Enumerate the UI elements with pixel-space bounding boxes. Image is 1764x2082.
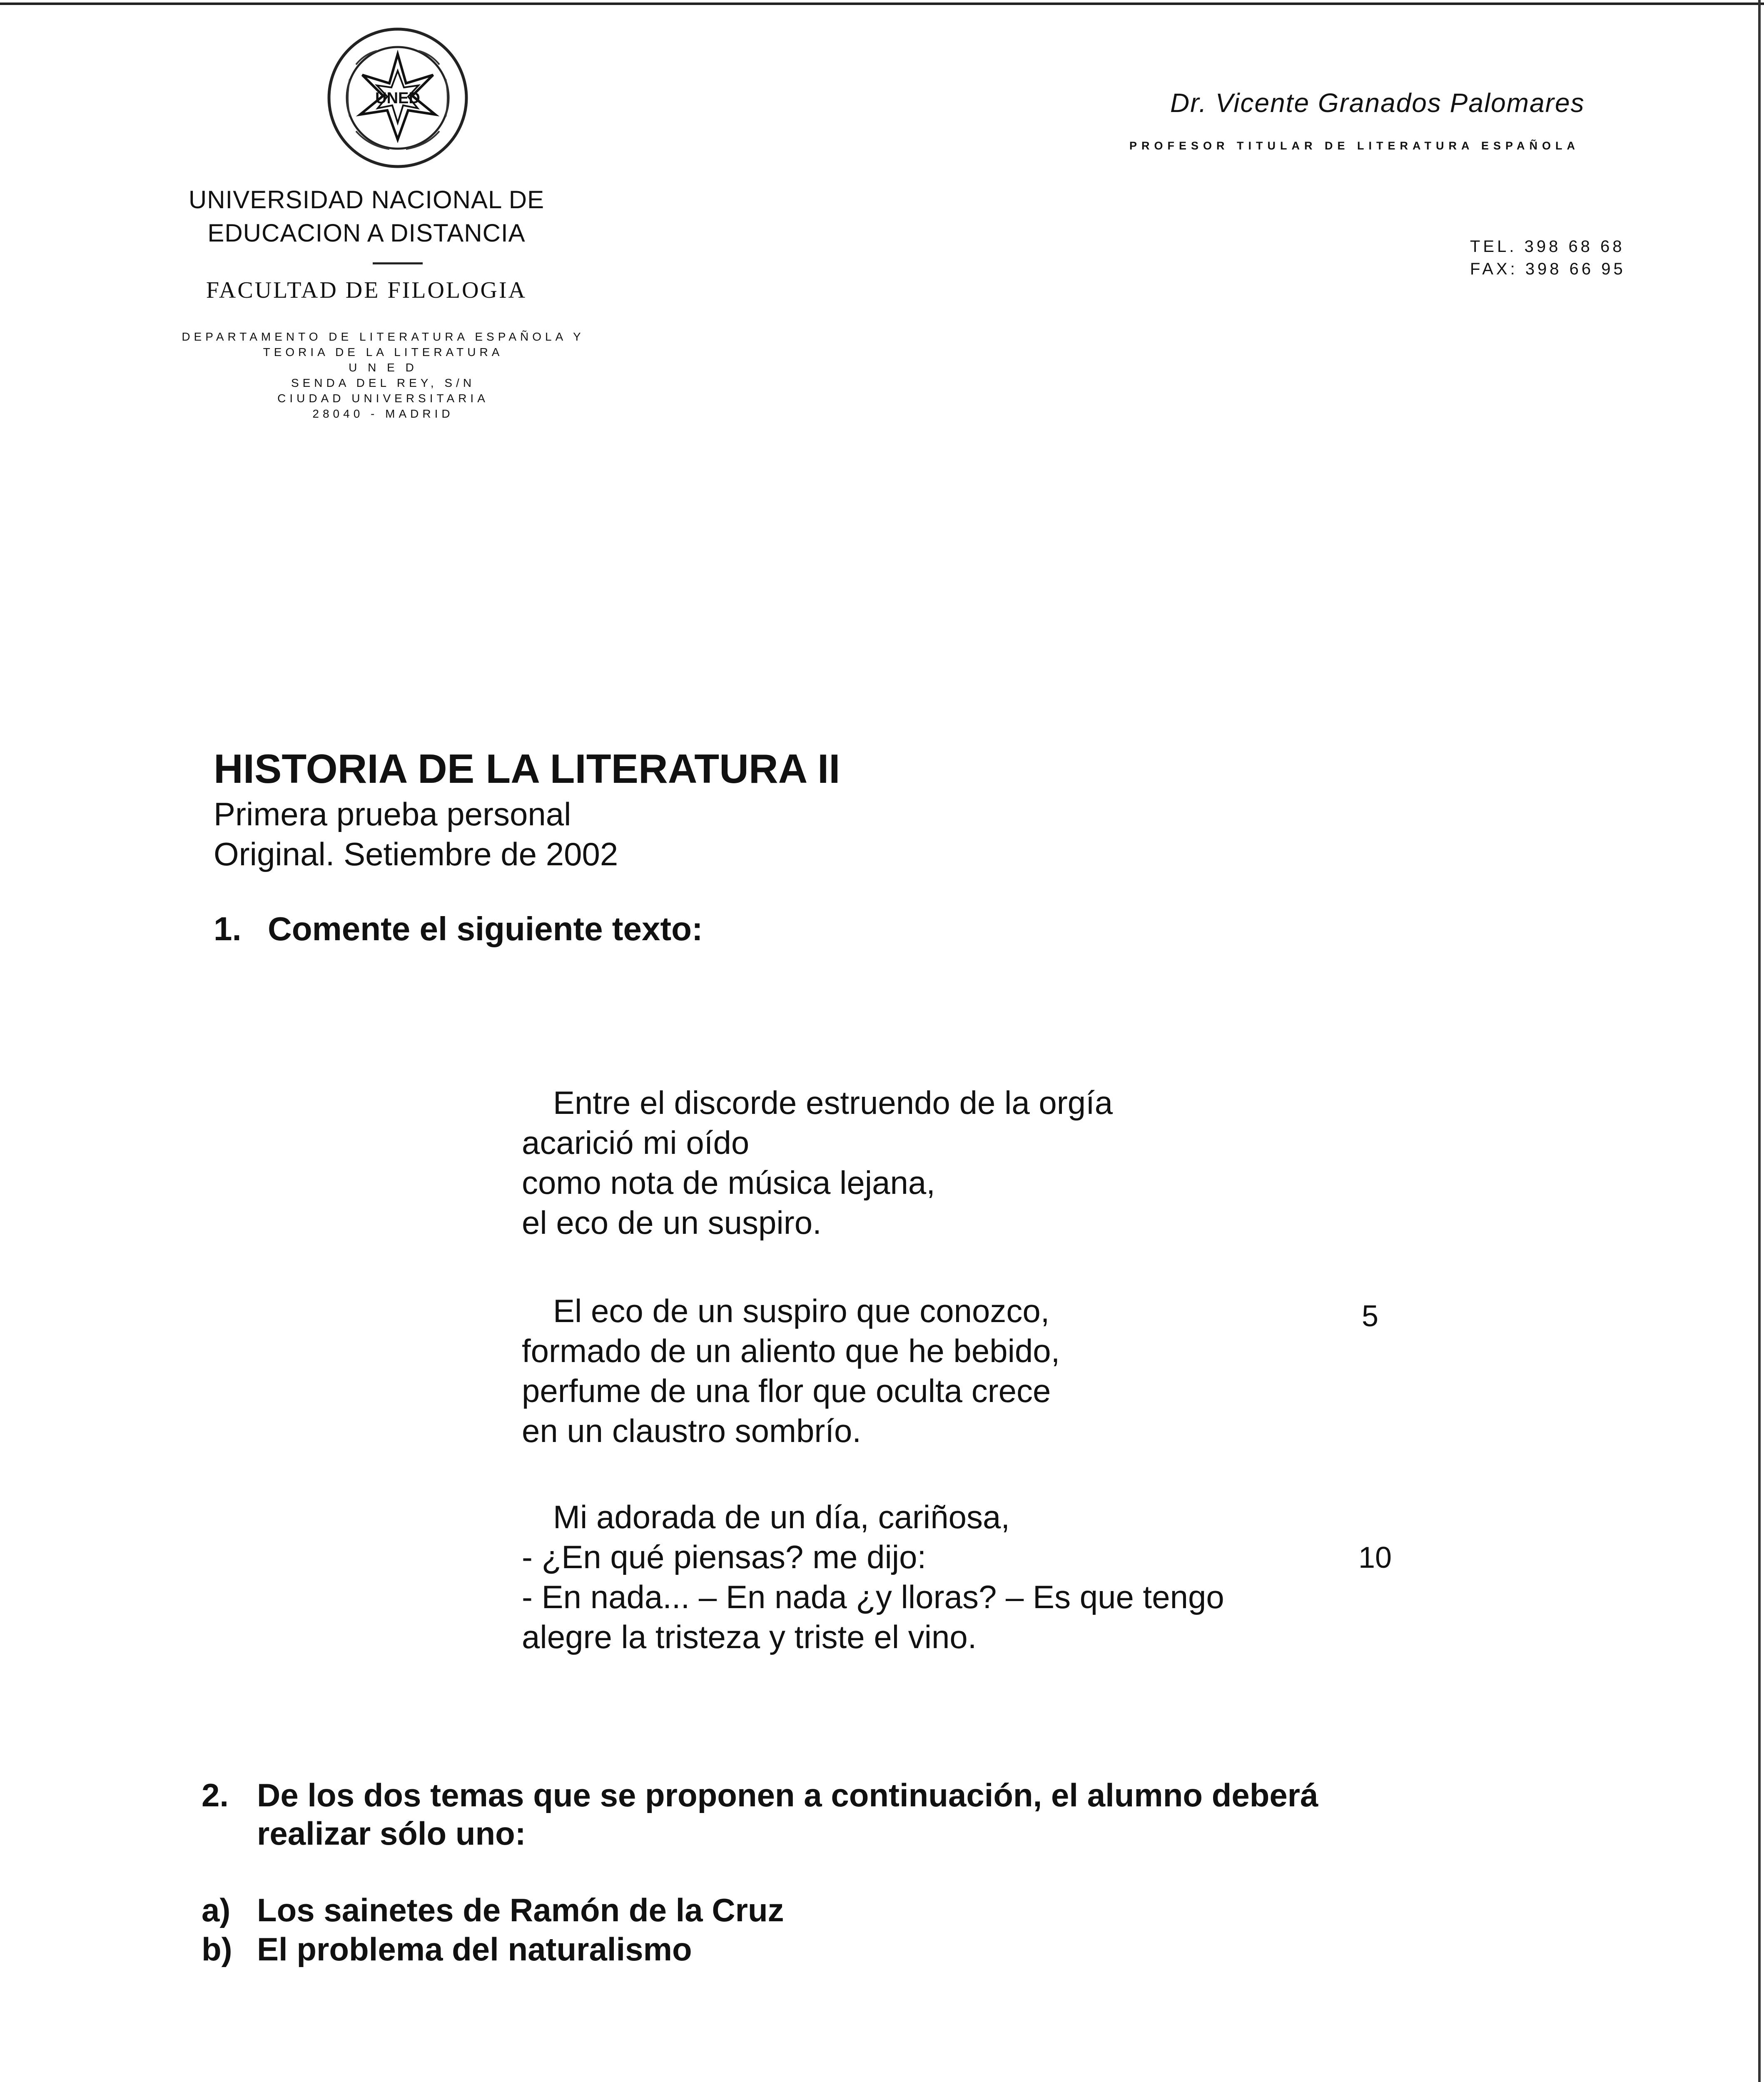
question-2-options	[202, 1890, 784, 1969]
exam-subtitle-block	[214, 794, 618, 874]
university-seal-icon	[306, 25, 489, 171]
question-text: realizar sólo uno:	[257, 1815, 526, 1852]
university-name-line: EDUCACION A DISTANCIA	[207, 219, 526, 247]
poem-line: alegre la tristeza y triste el vino.	[522, 1619, 977, 1655]
poem-line: Entre el discorde estruendo de la orgía	[553, 1084, 1113, 1121]
department-line: U N E D	[349, 361, 418, 374]
scan-border-top	[0, 2, 1764, 5]
poem-line: acarició mi oído	[522, 1124, 750, 1161]
poem-line: formado de un aliento que he bebido,	[522, 1332, 1060, 1369]
option-letter: a)	[202, 1892, 231, 1928]
poem-stanza-1	[522, 1083, 1113, 1243]
department-line: 28040 - MADRID	[312, 407, 454, 420]
department-line: TEORIA DE LA LITERATURA	[263, 346, 503, 359]
option-letter: b)	[202, 1931, 232, 1967]
option-text: El problema del naturalismo	[257, 1931, 692, 1967]
poem-line-number: 5	[1362, 1300, 1379, 1333]
poem-line: en un claustro sombrío.	[522, 1412, 862, 1449]
poem-stanza-2	[522, 1291, 1060, 1451]
question-number: 2.	[202, 1777, 229, 1813]
poem-line: - En nada... – En nada ¿y lloras? – Es que tengo	[522, 1579, 1224, 1615]
phone-number: TEL. 398 68 68	[1470, 237, 1625, 256]
question-number: 1.	[214, 910, 242, 947]
letterhead-divider	[373, 262, 423, 264]
question-text: De los dos temas que se proponen a continuación, el alumno deberá	[257, 1777, 1318, 1813]
option-item	[202, 1890, 784, 1930]
question-2	[202, 1776, 1318, 1853]
contact-info	[1470, 235, 1626, 280]
department-line: SENDA DEL REY, S/N	[291, 376, 476, 389]
poem-line: Mi adorada de un día, cariñosa,	[553, 1499, 1010, 1535]
poem-line: como nota de música lejana,	[522, 1164, 935, 1201]
poem-line-number: 10	[1358, 1541, 1392, 1574]
professor-title: PROFESOR TITULAR DE LITERATURA ESPAÑOLA	[1129, 139, 1580, 152]
exam-title: HISTORIA DE LA LITERATURA II	[214, 746, 840, 792]
poem-line: el eco de un suspiro.	[522, 1204, 822, 1241]
fax-number: FAX: 398 66 95	[1470, 260, 1626, 278]
poem-stanza-3	[522, 1497, 1224, 1657]
question-text: Comente el siguiente texto:	[268, 910, 703, 947]
department-line: CIUDAD UNIVERSITARIA	[277, 392, 489, 405]
university-name	[79, 183, 654, 250]
exam-subtitle: Primera prueba personal	[214, 796, 571, 832]
professor-name: Dr. Vicente Granados Palomares	[1170, 88, 1585, 118]
department-line: DEPARTAMENTO DE LITERATURA ESPAÑOLA Y	[182, 330, 585, 343]
option-item	[202, 1930, 784, 1969]
seal-text: UNED	[375, 90, 420, 107]
question-1	[214, 910, 703, 948]
faculty-name: FACULTAD DE FILOLOGIA	[206, 277, 527, 303]
poem-line: perfume de una flor que oculta crece	[522, 1372, 1051, 1409]
department-address	[125, 329, 641, 421]
scan-border-right	[1758, 0, 1761, 2082]
option-text: Los sainetes de Ramón de la Cruz	[257, 1892, 784, 1928]
poem-line: El eco de un suspiro que conozco,	[553, 1293, 1050, 1329]
exam-edition: Original. Setiembre de 2002	[214, 836, 618, 872]
university-name-line: UNIVERSIDAD NACIONAL DE	[188, 186, 545, 214]
poem-line: - ¿En qué piensas? me dijo:	[522, 1539, 927, 1575]
